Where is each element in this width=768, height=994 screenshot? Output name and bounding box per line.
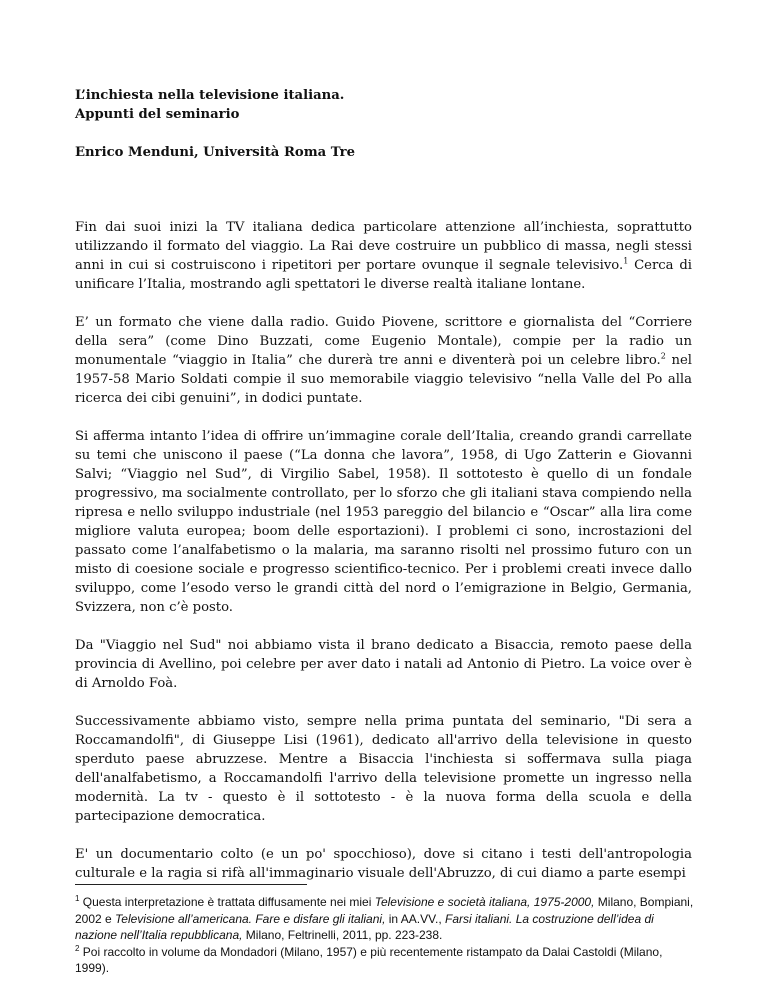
footnote-1: [75, 894, 695, 944]
document-title: [75, 86, 692, 124]
footnote-2-text: Poi raccolto in volume da Mondadori (Milano, 1957) e più recentemente ristampato da Dalai Castoldi (Milano, 1999).: [75, 944, 663, 975]
paragraph-3: Si afferma intanto l’idea di offrire un’immagine corale dell’Italia, creando grandi carrellate su temi che uniscono il paese (“La donna che lavora”, 1958, di Ugo Zatterin e Giovanni Salvi; “Viaggio nel Sud”, di Virgilio Sabel, 1958). Il sottotesto è quello di un fondale progressivo, ma socialmente controllato, per lo sforzo che gli italiani stava compiendo nella ripresa e nello sviluppo industriale (nel 1953 pareggio del bilancio e “Oscar” alla lira come migliore valuta europea; boom delle esportazioni). I problemi ci sono, incrostazioni del passato come l’analfabetismo o la malaria, ma saranno risolti nel prossimo futuro con un misto di coesione sociale e progresso scientifico-tecnico. Per i problemi creati invece dallo sviluppo, come l’esodo verso le grandi città del nord o l’emigrazione in Belgio, Germania, Svizzera, non c’è posto.: [75, 429, 692, 615]
author-line: Enrico Menduni, Università Roma Tre: [75, 145, 355, 160]
footnote-2: [75, 944, 695, 977]
title-line-2: Appunti del seminario: [75, 107, 240, 122]
footnote-separator: [75, 884, 307, 885]
footnote-ref-1[interactable]: 1: [623, 256, 629, 266]
paragraph-2-text-b: nel 1957-58 Mario Soldati compie il suo memorabile viaggio televisivo “nella Valle del Po alla ricerca dei cibi genuini”, in dodici puntate.: [75, 353, 692, 406]
footnote-1-number: 1: [75, 894, 80, 903]
footnote-1-text-d: Milano, Feltrinelli, 2011, pp. 223-238.: [242, 928, 443, 942]
footnote-1-text-a: Questa interpretazione è trattata diffusamente nei miei: [79, 895, 375, 909]
paragraph-6: E' un documentario colto (e un po' spocchioso), dove si citano i testi dell'antropologia culturale e la ragia si rifà all'immaginario visuale dell'Abruzzo, di cui diamo a parte esempi: [75, 847, 692, 881]
paragraph-1-text-b: Cerca di unificare l’Italia, mostrando agli spettatori le diverse realtà italiane lontane.: [75, 258, 692, 292]
paragraph-2-text-a: E’ un formato che viene dalla radio. Guido Piovene, scrittore e giornalista del “Corriere della sera” (come Dino Buzzati, come Eugenio Montale), compie per la radio un monumentale “viaggio in Italia” che durerà tre anni e diventerà poi un celebre libro.: [75, 315, 692, 368]
footnote-2-number: 2: [75, 943, 80, 953]
title-line-1: L’inchiesta nella televisione italiana.: [75, 88, 345, 103]
paragraph-1-text-a: Fin dai suoi inizi la TV italiana dedica particolare attenzione all’inchiesta, soprattutto utilizzando il formato del viaggio. La Rai deve costruire un pubblico di massa, negli stessi anni in cui si costruiscono i ripetitori per portare ovunque il segnale televisivo.: [75, 220, 692, 273]
paragraph-1: [75, 218, 692, 294]
paragraph-4: Da "Viaggio nel Sud" noi abbiamo vista il brano dedicato a Bisaccia, remoto paese della provincia di Avellino, poi celebre per aver dato i natali ad Antonio di Pietro. La voice over è di Arnoldo Foà.: [75, 638, 692, 691]
main-content: [75, 86, 692, 902]
footnote-1-text-c: in AA.VV.,: [385, 911, 446, 926]
paragraph-5: Successivamente abbiamo visto, sempre nella prima puntata del seminario, "Di sera a Roccamandolfi", di Giuseppe Lisi (1961), dedicato all'arrivo della televisione in questo sperduto paese abruzzese. Mentre a Bisaccia l'inchiesta si soffermava sulla piaga dell'analfabetismo, a Roccamandolfi l'arrivo della televisione promette un ingresso nella modernità. La tv - questo è il sottotesto - è la nuova forma della scuola e della partecipazione democratica.: [75, 714, 692, 824]
footnote-1-title-3: Farsi italiani. La costruzione dell’idea di nazione nell’Italia repubblicana,: [75, 911, 654, 942]
footnote-ref-2[interactable]: 2: [660, 351, 666, 361]
footnotes: [75, 894, 695, 977]
footnote-1-title-2: Televisione all’americana. Fare e disfare gli italiani,: [115, 911, 386, 926]
paragraph-2: [75, 313, 692, 408]
footnote-1-text-b: Milano, Bompiani, 2002 e: [75, 895, 694, 926]
footnote-1-title-1: Televisione e società italiana, 1975-2000,: [374, 895, 595, 909]
